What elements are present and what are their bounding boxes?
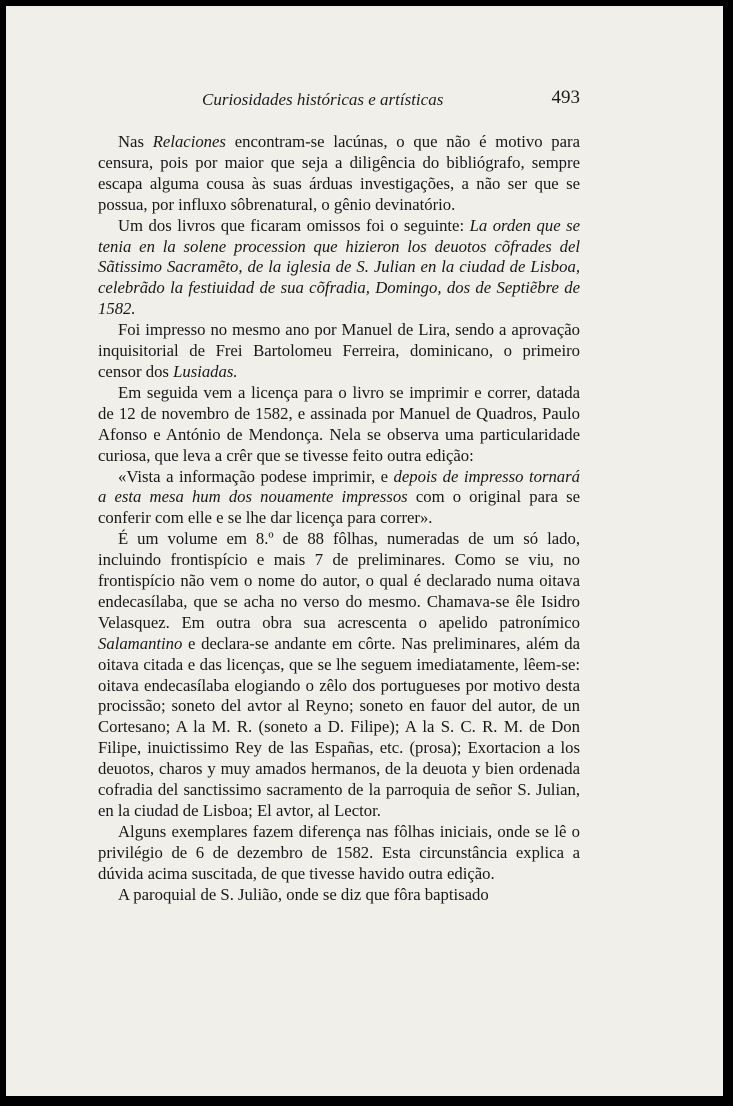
italic-run: depois de impresso tornará a esta mesa hum dos nouamente impressos [98, 466, 580, 507]
text-run: Um dos livros que ficaram omissos foi o seguinte: [118, 215, 470, 235]
paragraph [98, 320, 580, 383]
paragraph [98, 467, 580, 530]
italic-run: Lusiadas. [173, 361, 238, 381]
text-run: Em seguida vem a licença para o livro se imprimir e correr, datada de 12 de novembro de 1582, e assinada por Manuel de Quadros, Paulo Afonso e António de Mendonça. Nela se observa uma particularidade curiosa, que leva a crêr que se tivesse feito outra edição: [98, 382, 580, 465]
italic-run: Salamantino [98, 633, 183, 653]
text-run: «Vista a informação podese imprimir, e [118, 466, 394, 486]
paragraph [98, 885, 580, 906]
text-run: Nas [118, 132, 153, 151]
text-run: É um volume em 8.º de 88 fôlhas, numeradas de um só lado, incluindo frontispício e mais 7 de preliminares. Como se viu, no frontispício não vem o nome do autor, o qual é declarado numa oitava endecasílaba, que se acha no verso do mesmo. Chamava-se êle Isidro Velasquez. Em outra obra sua acrescenta o apelido patronímico [98, 529, 580, 632]
text-run: Foi impresso no mesmo ano por Manuel de Lira, sendo a aprovação inquisitorial de Frei Bartolomeu Ferreira, dominicano, o primeiro censor dos [98, 320, 580, 381]
italic-run: Relaciones [152, 132, 226, 151]
text-run: A paroquial de S. Julião, onde se diz que fôra baptisado [118, 884, 489, 904]
paragraph [98, 383, 580, 467]
document-page [6, 6, 723, 1096]
running-title: Curiosidades históricas e artísticas [202, 90, 444, 109]
text-run: Alguns exemplares fazem diferença nas fôlhas iniciais, onde se lê o privilégio de 6 de dezembro de 1582. Esta circunstância explica a dúvida acima suscitada, de que tivesse havido outra edição. [98, 821, 580, 883]
scan-border [723, 0, 733, 1106]
italic-run: La orden que se tenia en la solene procession que hizieron los deuotos cõfrades del Sãtissimo Sacramẽto, de la iglesia de S. Julian en la ciudad de Lisboa, celebrãdo la festiuidad de sua cõfradia, Domingo, dos de Septiẽbre de 1582. [98, 215, 580, 319]
text-run: e declara-se andante em côrte. Nas preliminares, além da oitava citada e das licenças, que se lhe seguem imediatamente, lêem-se: oitava endecasílaba elogiando o zêlo dos portugueses por motivo desta procissão; soneto del avtor al Reyno; soneto en fauor del autor, de un Cortesano; A la M. R. (soneto a D. Filipe); A la S. C. R. M. de Don Filipe, inuictissimo Rey de las Españas, etc. (prosa); Exortacion a los deuotos, charos y muy amados hermanos, de la deuota y bien ordenada cofradia del sanctissimo sacramento de la parroquia de señor S. Julian, en la ciudad de Lisboa; El avtor, al Lector. [98, 633, 580, 820]
body-text [98, 132, 580, 906]
text-run: com o original para se conferir com elle e se lhe dar licença para correr». [98, 487, 580, 528]
paragraph [98, 529, 580, 822]
text-run: encontram-se lacúnas, o que não é motivo para censura, pois por maior que seja a diligência do bibliógrafo, sempre escapa alguma cousa às suas árduas investigações, a não ser que se possua, por influxo sôbrenatural, o gênio devinatório. [98, 132, 581, 214]
paragraph [98, 822, 580, 885]
paragraph [98, 216, 580, 321]
page-header [96, 87, 582, 118]
paragraph [98, 132, 580, 216]
page-number: 493 [551, 87, 580, 108]
